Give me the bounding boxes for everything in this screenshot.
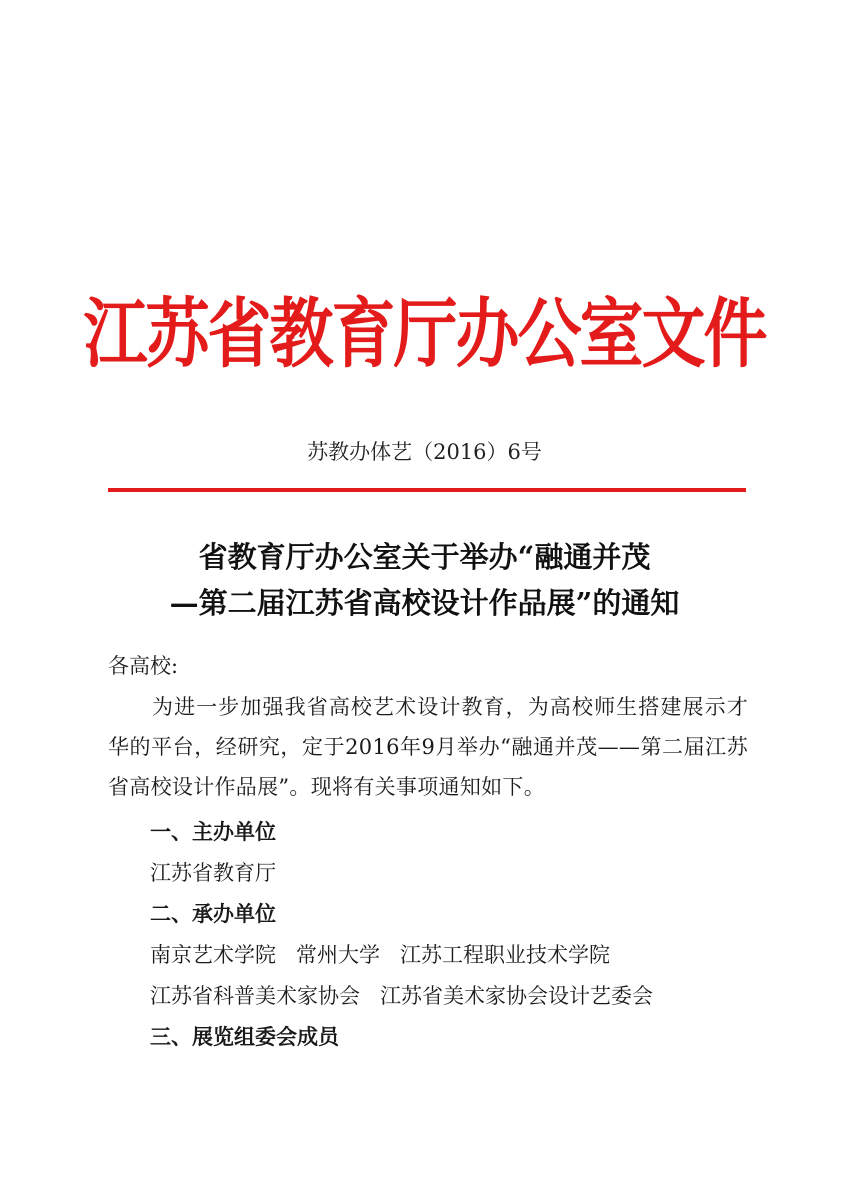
section-heading-organizer: 一、主办单位	[150, 820, 276, 844]
host-name: 江苏省美术家协会设计艺委会	[380, 984, 653, 1008]
host-line-2	[150, 976, 750, 1017]
notice-outline	[150, 812, 750, 1058]
host-name: 常州大学	[296, 943, 380, 967]
red-divider-rule	[108, 488, 746, 492]
organizer-line	[150, 853, 750, 894]
document-number: 苏教办体艺（2016）6号	[307, 440, 542, 464]
notice-title-line-2: —第二届江苏省高校设计作品展”的通知	[169, 586, 680, 620]
section-heading-committee: 三、展览组委会成员	[150, 1025, 339, 1049]
host-name: 江苏省科普美术家协会	[150, 984, 360, 1008]
host-name: 江苏工程职业技术学院	[400, 943, 610, 967]
organizer-name: 江苏省教育厅	[150, 861, 276, 885]
section-heading-host: 二、承办单位	[150, 902, 276, 926]
masthead-title: 江苏省教育厅办公室文件	[83, 291, 766, 379]
notice-title-line-1: 省教育厅办公室关于举办“融通并茂	[198, 540, 651, 574]
notice-title	[60, 534, 789, 626]
host-line-1	[150, 935, 750, 976]
intro-paragraph: 为进一步加强我省高校艺术设计教育，为高校师生搭建展示才华的平台，经研究，定于2016年9月举办“融通并茂——第二届江苏省高校设计作品展”。现将有关事项通知如下。	[108, 695, 748, 799]
host-name: 南京艺术学院	[150, 943, 276, 967]
salutation: 各高校:	[108, 654, 179, 678]
